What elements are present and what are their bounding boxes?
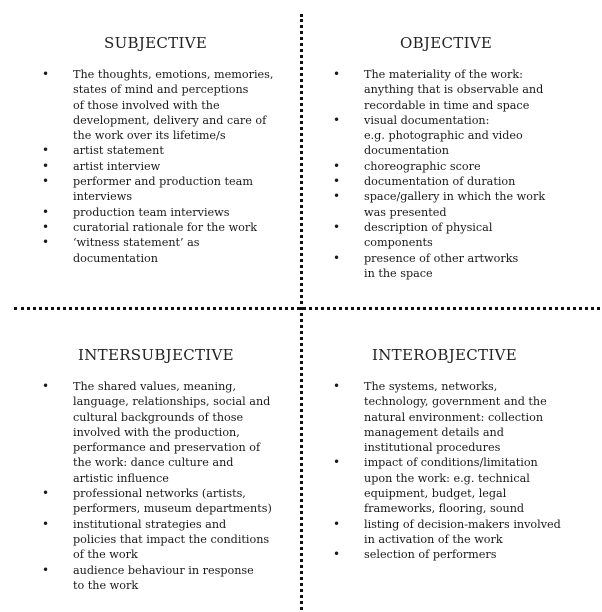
objective-list (333, 67, 545, 281)
list-item (333, 379, 561, 455)
list-item-line: presence of other artworks (364, 251, 519, 265)
list-item (333, 113, 545, 159)
list-item-line: institutional strategies and (73, 517, 227, 531)
list-item (42, 67, 273, 143)
bullet-icon: • (42, 379, 50, 393)
list-item-line: documentation of duration (364, 175, 516, 189)
list-item-line: ‘witness statement’ as (73, 236, 200, 250)
list-item (42, 486, 272, 517)
list-item-line: the work: dance culture and (73, 456, 234, 470)
list-item-line: artist statement (73, 144, 164, 158)
list-item (42, 220, 273, 235)
bullet-icon: • (333, 455, 341, 470)
list-item-line: cultural backgrounds of those (73, 410, 244, 424)
list-item (42, 205, 273, 220)
list-item-line: the work over its lifetime/s (73, 129, 226, 143)
list-item-line: in activation of the work (364, 532, 503, 546)
list-item-line: development, delivery and care of (73, 113, 267, 127)
list-item-line: performer and production team (73, 175, 253, 189)
list-item-line: documentation (73, 251, 158, 265)
list-item-line: components (364, 236, 433, 250)
list-item (42, 235, 273, 266)
list-item-line: involved with the production, (73, 425, 240, 439)
list-item-line: listing of decision-makers involved (364, 517, 561, 531)
list-item (42, 159, 273, 174)
bullet-icon: • (333, 174, 341, 189)
list-item-line: was presented (364, 205, 447, 219)
bullet-icon: • (333, 547, 341, 562)
intersubjective-title: INTERSUBJECTIVE (78, 346, 234, 364)
bullet-icon: • (42, 158, 50, 173)
bullet-icon: • (42, 204, 50, 219)
list-item-line: professional networks (artists, (73, 487, 246, 501)
list-item-line: policies that impact the conditions (73, 532, 270, 546)
list-item-line: in the space (364, 266, 433, 280)
list-item-line: artistic influence (73, 471, 169, 485)
list-item-line: visual documentation: (364, 113, 490, 127)
list-item-line: interviews (73, 190, 133, 204)
bullet-icon: • (333, 112, 341, 127)
list-item (42, 379, 272, 486)
list-item-line: anything that is observable and (364, 83, 544, 97)
list-item (333, 517, 561, 548)
list-item-line: space/gallery in which the work (364, 190, 546, 204)
list-item (42, 174, 273, 205)
list-item-line: production team interviews (73, 205, 230, 219)
bullet-icon: • (333, 67, 341, 81)
list-item-line: impact of conditions/limitation (364, 456, 538, 470)
list-item (333, 547, 561, 562)
list-item-line: description of physical (364, 220, 493, 234)
bullet-icon: • (333, 250, 341, 265)
list-item (333, 189, 545, 220)
list-item (333, 220, 545, 251)
bullet-icon: • (333, 516, 341, 531)
list-item-line: performance and preservation of (73, 441, 261, 455)
list-item (42, 517, 272, 563)
list-item-line: language, relationships, social and (73, 395, 271, 409)
list-item (333, 251, 545, 282)
list-item-line: performers, museum departments) (73, 502, 272, 516)
bullet-icon: • (42, 67, 50, 81)
list-item-line: recordable in time and space (364, 98, 530, 112)
bullet-icon: • (42, 486, 50, 501)
list-item (333, 455, 561, 516)
interobjective-title: INTEROBJECTIVE (372, 346, 517, 364)
bullet-icon: • (333, 189, 341, 204)
bullet-icon: • (333, 158, 341, 173)
list-item-line: to the work (73, 578, 139, 592)
list-item-line: frameworks, flooring, sound (364, 502, 525, 516)
list-item-line: selection of performers (364, 548, 497, 562)
list-item-line: The thoughts, emotions, memories, (73, 68, 274, 81)
list-item-line: curatorial rationale for the work (73, 220, 258, 234)
interobjective-list (333, 379, 561, 563)
bullet-icon: • (42, 143, 50, 158)
list-item-line: of the work (73, 548, 138, 562)
list-item-line: e.g. photographic and video (364, 129, 523, 143)
subjective-list (42, 67, 273, 266)
bullet-icon: • (42, 235, 50, 250)
list-item-line: audience behaviour in response (73, 563, 254, 577)
list-item-line: The materiality of the work: (364, 68, 523, 81)
intersubjective-list (42, 379, 272, 593)
subjective-title: SUBJECTIVE (104, 34, 208, 52)
vertical-dotted-divider (300, 14, 303, 610)
list-item-line: institutional procedures (364, 441, 501, 455)
list-item-line: natural environment: collection (364, 410, 544, 424)
bullet-icon: • (333, 219, 341, 234)
list-item-line: choreographic score (364, 159, 481, 173)
list-item (42, 563, 272, 594)
objective-title: OBJECTIVE (400, 34, 493, 52)
list-item (333, 159, 545, 174)
list-item-line: The systems, networks, (364, 380, 498, 393)
bullet-icon: • (42, 174, 50, 189)
bullet-icon: • (42, 562, 50, 577)
list-item-line: upon the work: e.g. technical (364, 471, 530, 485)
list-item-line: technology, government and the (364, 395, 547, 409)
bullet-icon: • (333, 379, 341, 393)
list-item-line: The shared values, meaning, (73, 380, 236, 393)
list-item (42, 143, 273, 158)
list-item-line: equipment, budget, legal (364, 487, 507, 501)
horizontal-dotted-divider (14, 307, 600, 310)
bullet-icon: • (42, 219, 50, 234)
list-item-line: management details and (364, 425, 504, 439)
list-item-line: of those involved with the (73, 98, 220, 112)
list-item-line: documentation (364, 144, 449, 158)
list-item (333, 174, 545, 189)
list-item-line: states of mind and perceptions (73, 83, 249, 97)
list-item (333, 67, 545, 113)
list-item-line: artist interview (73, 159, 161, 173)
bullet-icon: • (42, 516, 50, 531)
